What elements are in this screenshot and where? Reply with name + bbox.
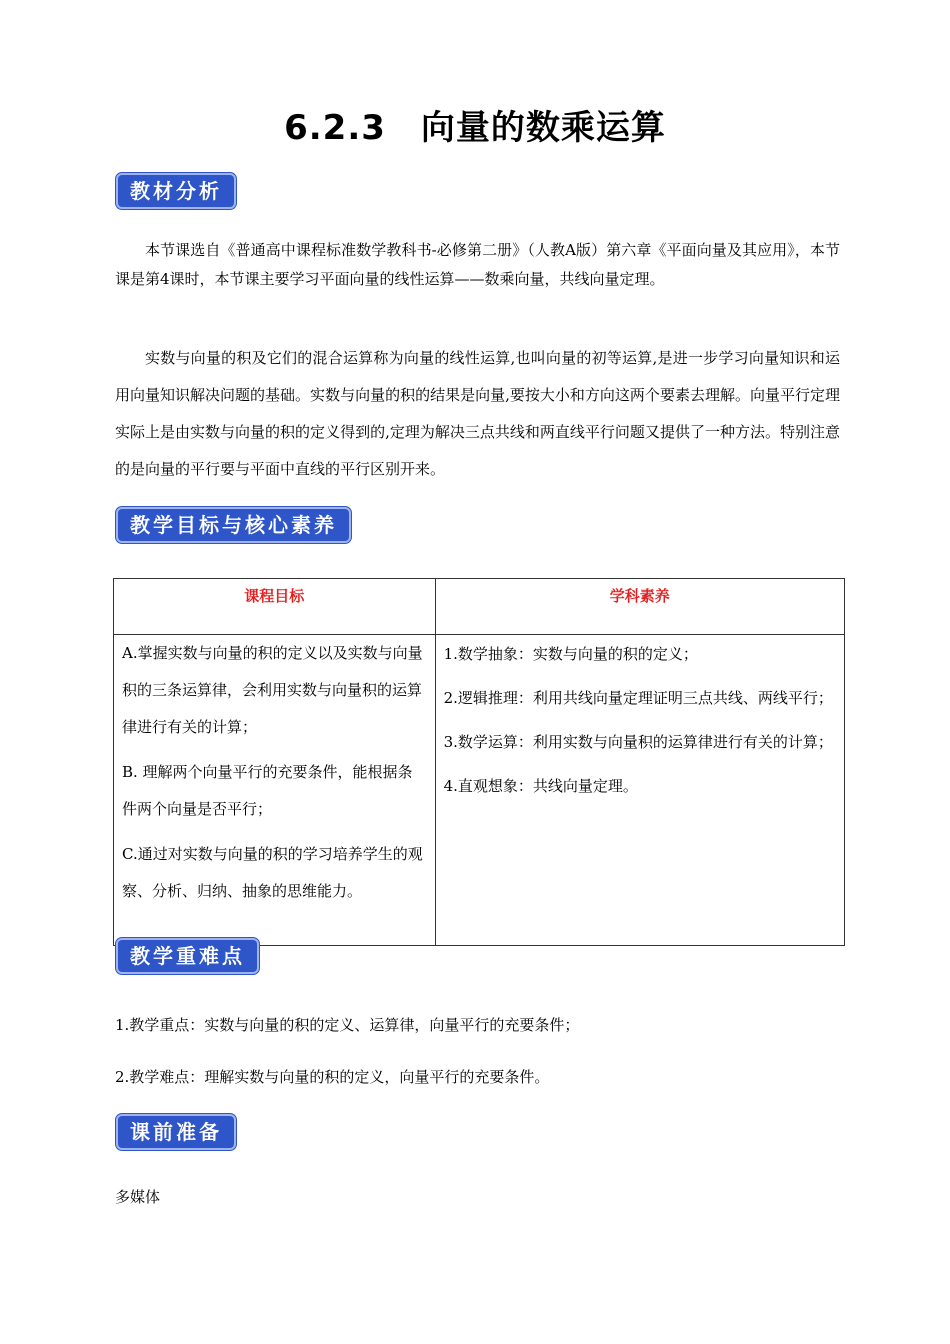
section-badge-key-points: 教学重难点 — [116, 938, 259, 974]
literacy-cell — [435, 635, 844, 946]
literacy-item-3: 3.数学运算：利用实数与向量积的运算律进行有关的计算； — [443, 733, 833, 751]
header-literacy: 学科素养 — [435, 579, 844, 635]
course-goals-cell — [114, 635, 436, 946]
key-point-focus: 1.教学重点：实数与向量的积的定义、运算律，向量平行的充要条件； — [115, 1016, 580, 1034]
course-goal-b: B. 理解两个向量平行的充要条件，能根据条件两个向量是否平行； — [122, 763, 413, 818]
section-badge-preparation: 课前准备 — [116, 1114, 236, 1150]
literacy-item-2: 2.逻辑推理：利用共线向量定理证明三点共线、两线平行； — [443, 689, 833, 707]
analysis-paragraph-1: 本节课选自《普通高中课程标准数学教科书-必修第二册》（人教A版）第六章《平面向量及其应用》，本节课是第4课时，本节课主要学习平面向量的线性运算——数乘向量，共线向量定理。 — [115, 241, 840, 288]
analysis-paragraph-2: 实数与向量的积及它们的混合运算称为向量的线性运算,也叫向量的初等运算,是进一步学习向量知识和运用向量知识解决问题的基础。实数与向量的积的结果是向量,要按大小和方向这两个要素去理解。向量平行定理实际上是由实数与向量的积的定义得到的,定理为解决三点共线和两直线平行问题又提供了一种方法。特别注意的是向量的平行要与平面中直线的平行区别开来。 — [115, 349, 840, 478]
key-point-difficulty: 2.教学难点：理解实数与向量的积的定义，向量平行的充要条件。 — [115, 1068, 550, 1086]
literacy-item-4: 4.直观想象：共线向量定理。 — [443, 777, 638, 795]
header-course-goals: 课程目标 — [114, 579, 436, 635]
goals-table-row — [114, 635, 845, 946]
goals-table — [113, 578, 845, 946]
goals-table-header-row — [114, 579, 845, 635]
course-goal-c: C.通过对实数与向量的积的学习培养学生的观察、分析、归纳、抽象的思维能力。 — [122, 845, 423, 900]
page-title: 6.2.3 向量的数乘运算 — [284, 108, 666, 148]
preparation-text: 多媒体 — [115, 1188, 161, 1206]
course-goal-a: A.掌握实数与向量的积的定义以及实数与向量积的三条运算律，会利用实数与向量积的运算律进行有关的计算； — [122, 644, 423, 736]
section-badge-goals: 教学目标与核心素养 — [116, 507, 351, 543]
section-badge-materials: 教材分析 — [116, 173, 236, 209]
literacy-item-1: 1.数学抽象：实数与向量的积的定义； — [443, 645, 698, 663]
